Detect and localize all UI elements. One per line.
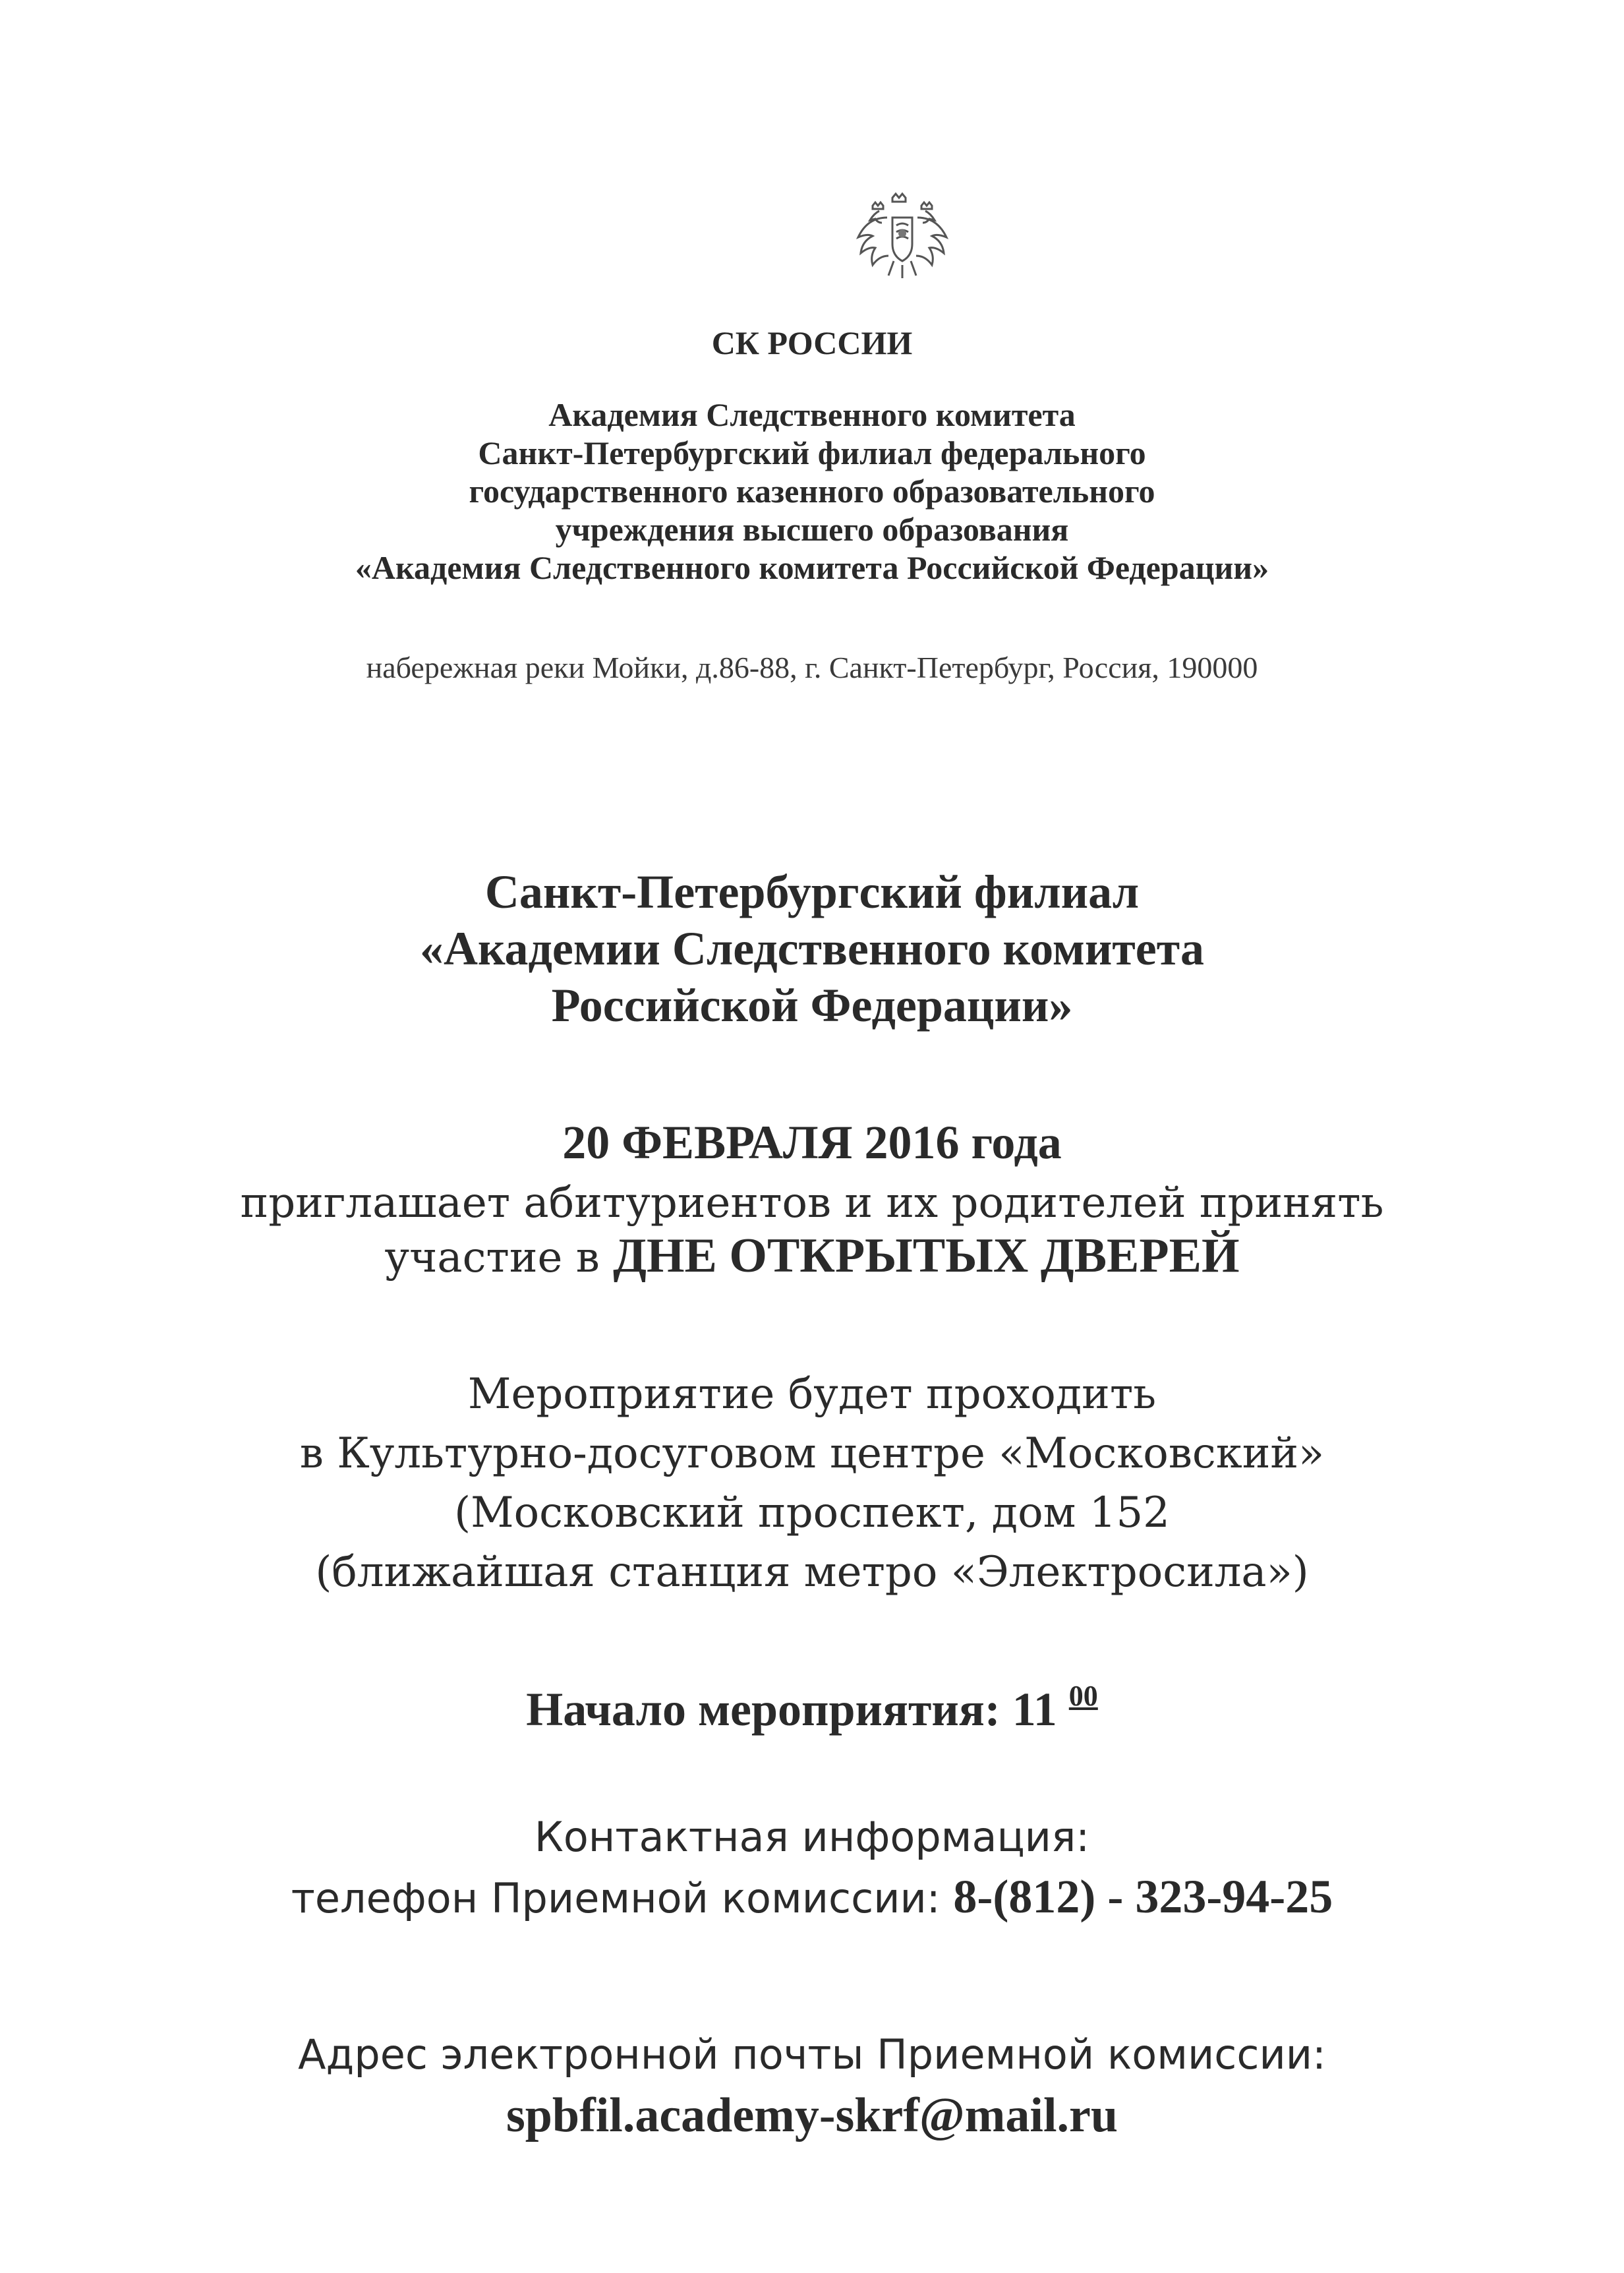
org-full-line: «Академия Следственного комитета Российской Федерации» bbox=[355, 549, 1269, 586]
phone-label: телефон Приемной комиссии: bbox=[291, 1874, 954, 1922]
invitation-text bbox=[0, 1177, 1624, 1284]
branch-title-line: Российской Федерации» bbox=[551, 979, 1073, 1032]
start-time bbox=[0, 1668, 1624, 1738]
venue-info bbox=[0, 1365, 1624, 1602]
contact-title: Контактная информация: bbox=[534, 1813, 1090, 1861]
contact-phone bbox=[0, 1869, 1624, 1926]
org-full-line: Санкт-Петербургский филиал федерального bbox=[478, 434, 1146, 471]
invitation-line: приглашает абитуриентов и их родителей принять bbox=[240, 1179, 1384, 1227]
org-short-name: СК РОССИИ bbox=[711, 324, 913, 361]
org-address: набережная реки Мойки, д.86-88, г. Санкт-Петербург, Россия, 190000 bbox=[366, 651, 1258, 684]
start-time-minutes: 00 bbox=[1068, 1680, 1098, 1712]
venue-line: Мероприятие будет проходить bbox=[467, 1370, 1157, 1419]
start-time-label: Начало мероприятия: 11 bbox=[526, 1683, 1057, 1736]
org-full-name bbox=[0, 396, 1624, 587]
open-day-title: ДНЕ ОТКРЫТЫХ ДВЕРЕЙ bbox=[613, 1229, 1240, 1283]
org-full-line: государственного казенного образовательного bbox=[469, 473, 1155, 510]
phone-number: 8-(812) - 323-94-25 bbox=[953, 1870, 1333, 1923]
venue-line: (ближайшая станция метро «Электросила») bbox=[315, 1548, 1309, 1597]
email-title: Адрес электронной почты Приемной комиссии: bbox=[298, 2030, 1326, 2079]
branch-title bbox=[0, 864, 1624, 1034]
org-full-line: Академия Следственного комитета bbox=[548, 396, 1076, 433]
email-address: spbfil.academy-skrf@mail.ru bbox=[506, 2088, 1118, 2142]
branch-title-line: «Академии Следственного комитета bbox=[420, 922, 1204, 975]
branch-title-line: Санкт-Петербургский филиал bbox=[484, 866, 1140, 918]
coat-of-arms-icon bbox=[853, 191, 952, 280]
invitation-prefix: участие в bbox=[384, 1233, 614, 1282]
venue-line: в Культурно-досуговом центре «Московский» bbox=[299, 1429, 1325, 1478]
event-date: 20 ФЕВРАЛЯ 2016 года bbox=[562, 1116, 1062, 1169]
org-full-line: учреждения высшего образования bbox=[555, 511, 1069, 548]
venue-line: (Московский проспект, дом 152 bbox=[454, 1489, 1170, 1537]
invitation-line bbox=[0, 1229, 1624, 1284]
